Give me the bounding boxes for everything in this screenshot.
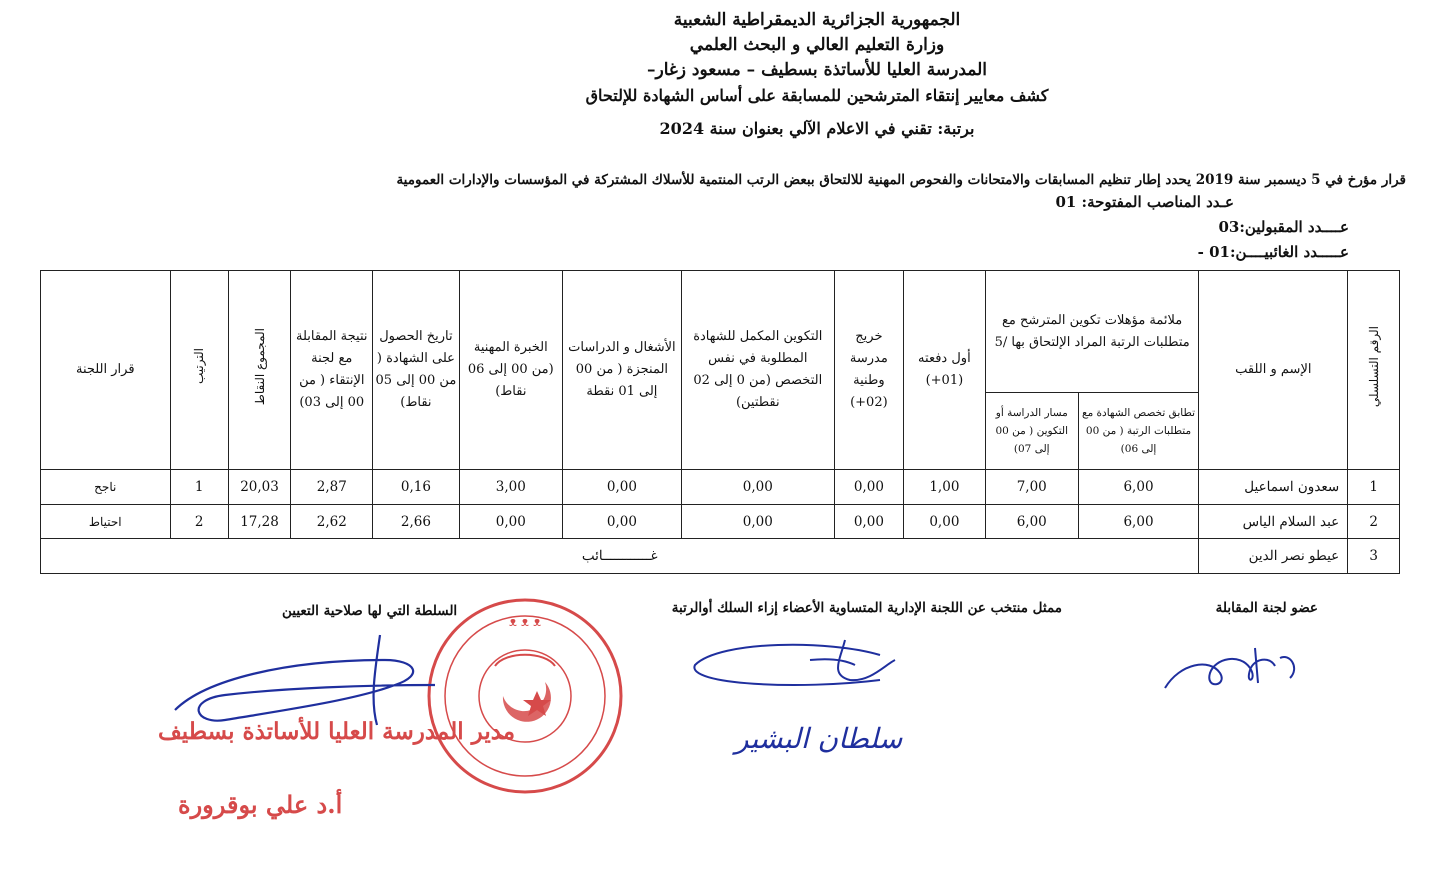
selection-table <box>40 270 1400 574</box>
svg-text:ᴥ ᴥ ᴥ: ᴥ ᴥ ᴥ <box>509 615 541 630</box>
member-signature <box>1150 628 1310 698</box>
header-ministry: وزارة التعليم العالي و البحث العلمي <box>689 35 945 55</box>
authority-label: السلطة التي لها صلاحية التعيين <box>282 603 458 619</box>
header-title: كشف معايير إنتقاء المترشحين للمسابقة على أساس الشهادة للإلتحاق <box>585 86 1049 105</box>
director-name-stamp: أ.د علي بوقرورة <box>178 790 343 819</box>
cell-absent-note: غــــــــــــائب <box>41 539 1199 574</box>
official-stamp <box>425 596 625 796</box>
cell-serial: 1 <box>1348 470 1400 505</box>
cell-works: 0,00 <box>563 504 682 539</box>
col-works: الأشغال و الدراسات المنجزة ( من 00 إلى 01 نقطة <box>563 271 682 470</box>
decree-reference: قرار مؤرخ في 5 ديسمبر سنة 2019 يحدد إطار تنظيم المسابقات والامتحانات والفحوص المهنية للالتحاق ببعض الرتب المنتمية للأسلاك المشتركة في المؤسسات والإدارات العمومية <box>396 172 1406 188</box>
cell-fit-specialty: 6,00 <box>1078 504 1199 539</box>
member-label: عضو لجنة المقابلة <box>1215 600 1318 616</box>
cell-first-batch: 1,00 <box>903 470 985 505</box>
cell-name: سعدون اسماعيل <box>1199 470 1348 505</box>
representative-label: ممثل منتخب عن اللجنة الإدارية المتساوية الأعضاء إزاء السلك أوالرتبة <box>671 600 1062 616</box>
cell-fit-specialty: 6,00 <box>1078 470 1199 505</box>
representative-signature <box>680 630 920 700</box>
cell-serial: 2 <box>1348 504 1400 539</box>
open-positions: عـدد المناصب المفتوحة: 01 <box>1055 193 1234 211</box>
col-name: الإسم و اللقب <box>1199 271 1348 470</box>
header-grade: برتبة: تقني في الاعلام الآلي بعنوان سنة 2024 <box>659 119 975 138</box>
cell-rank: 1 <box>170 470 228 505</box>
col-fit-specialty: تطابق تخصص الشهادة مع متطلبات الرتبة ( من 00 إلى 06) <box>1078 393 1199 470</box>
cell-first-batch: 0,00 <box>903 504 985 539</box>
col-decision: قرار اللجنة <box>41 271 171 470</box>
cell-date: 2,66 <box>373 504 459 539</box>
cell-total: 17,28 <box>228 504 291 539</box>
col-rank: الترتيب <box>170 271 228 470</box>
col-complementary: التكوين المكمل للشهادة المطلوبة في نفس التخصص (من 0 إلى 02 نقطتين) <box>681 271 834 470</box>
col-fit-path: مسار الدراسة أو التكوين ( من 00 إلى 07) <box>985 393 1078 470</box>
cell-total: 20,03 <box>228 470 291 505</box>
cell-experience: 3,00 <box>459 470 563 505</box>
header-school: المدرسة العليا للأساتذة بسطيف – مسعود زغار– <box>647 60 987 80</box>
cell-complementary: 0,00 <box>681 470 834 505</box>
cell-name: عبد السلام الياس <box>1199 504 1348 539</box>
table-row <box>41 504 1400 539</box>
col-national-school: خريج مدرسة وطنية (02+) <box>834 271 903 470</box>
cell-experience: 0,00 <box>459 504 563 539</box>
cell-interview: 2,62 <box>291 504 373 539</box>
table-row <box>41 470 1400 505</box>
cell-decision: ناجح <box>41 470 171 505</box>
col-experience: الخبرة المهنية (من 00 إلى 06 نقاط) <box>459 271 563 470</box>
cell-fit-path: 6,00 <box>985 504 1078 539</box>
col-first-batch: أول دفعته (01+) <box>903 271 985 470</box>
table-row-absent <box>41 539 1400 574</box>
col-total: المجموع النقاط <box>228 271 291 470</box>
cell-fit-path: 7,00 <box>985 470 1078 505</box>
cell-national-school: 0,00 <box>834 504 903 539</box>
cell-works: 0,00 <box>563 470 682 505</box>
absent-count: عـــــدد الغائبيــــن:01 - <box>1197 243 1349 261</box>
col-interview: نتيجة المقابلة مع لجنة الإنتقاء ( من 00 إلى 03) <box>291 271 373 470</box>
cell-date: 0,16 <box>373 470 459 505</box>
cell-serial: 3 <box>1348 539 1400 574</box>
cell-name: عيطو نصر الدين <box>1199 539 1348 574</box>
director-title-stamp: مدير المدرسة العليا للأساتذة بسطيف <box>158 718 516 745</box>
representative-handwritten-name: سلطان البشير <box>735 722 903 755</box>
col-fit: ملائمة مؤهلات تكوين المترشح مع متطلبات الرتبة المراد الإلتحاق بها /5 <box>985 271 1199 393</box>
document-header <box>0 8 1454 141</box>
cell-interview: 2,87 <box>291 470 373 505</box>
cell-decision: احتياط <box>41 504 171 539</box>
cell-rank: 2 <box>170 504 228 539</box>
accepted-count: عــــدد المقبولين:03 <box>1218 218 1349 236</box>
cell-national-school: 0,00 <box>834 470 903 505</box>
header-republic: الجمهورية الجزائرية الديمقراطية الشعبية <box>673 10 961 30</box>
col-serial: الرقم التسلسلي <box>1348 271 1400 470</box>
col-date: تاريخ الحصول على الشهادة ( من 00 إلى 05 نقاط) <box>373 271 459 470</box>
cell-complementary: 0,00 <box>681 504 834 539</box>
